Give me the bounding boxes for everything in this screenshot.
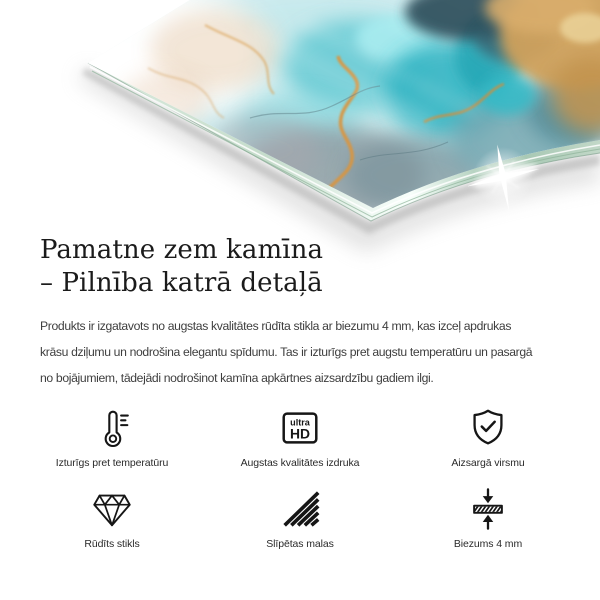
hero-image (0, 0, 600, 220)
beveled-edges-icon (277, 486, 323, 532)
feature-label: Izturīgs pret temperatūru (55, 457, 169, 469)
feature-polished-edges (206, 486, 394, 551)
description-line3: no bojājumiem, tādejādi nodrošinot kamīna apkārtnes aizsardzību gadiem ilgi. (40, 371, 434, 385)
feature-label: Aizsargā virsmu (451, 457, 525, 469)
feature-label: Slīpētas malas (266, 538, 334, 550)
feature-label: Biezums 4 mm (453, 538, 523, 550)
glass-panel-photo (0, 0, 600, 240)
ultra-hd-icon (277, 405, 323, 451)
feature-label: Augstas kvalitātes izdruka (240, 457, 360, 469)
features-grid (0, 405, 600, 551)
shield-check-icon (465, 405, 511, 451)
ultra-hd-icon-text-bottom: HD (289, 425, 311, 442)
product-description (0, 313, 600, 391)
feature-print-quality (206, 405, 394, 470)
diamond-icon (89, 486, 135, 532)
feature-tempered-glass (18, 486, 206, 551)
feature-label: Rūdīts stikls (84, 538, 140, 550)
thermometer-icon (89, 405, 135, 451)
description-line1: Produkts ir izgatavots no augstas kvalitātes rūdīta stikla ar biezumu 4 mm, kas izceļ apdrukas (40, 319, 512, 333)
description-line2: krāsu dziļumu un nodrošina elegantu spīdumu. Tas ir izturīgs pret augstu temperatūru un pasargā (40, 345, 533, 359)
feature-surface-protection (394, 405, 582, 470)
page-title-line1: Pamatne zem kamīna (40, 235, 324, 265)
thickness-4mm-icon (465, 486, 511, 532)
feature-thickness (394, 486, 582, 551)
page-title (0, 234, 600, 300)
feature-temperature-resistant (18, 405, 206, 470)
page-title-line2: – Pilnība katrā detaļā (40, 268, 323, 298)
ultra-hd-icon-text-top: ultra (290, 417, 310, 428)
